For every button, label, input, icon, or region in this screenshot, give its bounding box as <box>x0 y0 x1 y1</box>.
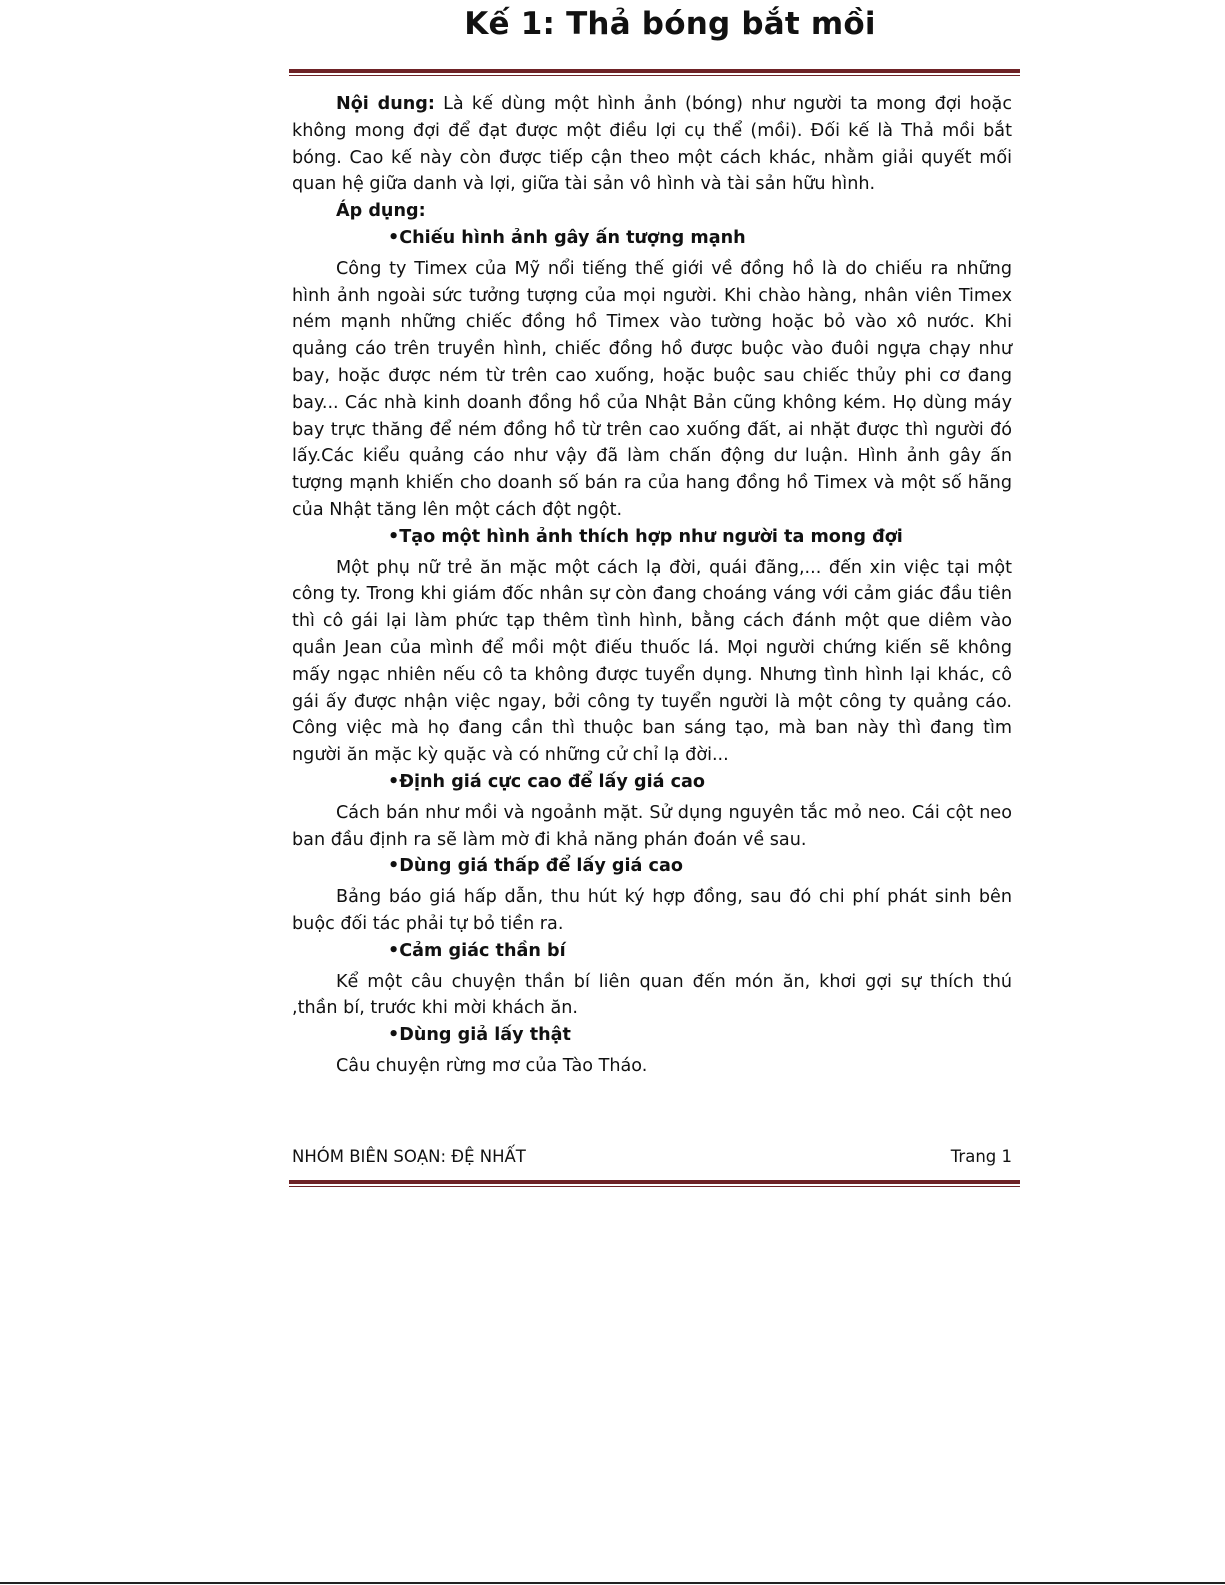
section-heading-4: •Dùng giá thấp để lấy giá cao <box>388 856 683 877</box>
section-heading-3: •Định giá cực cao để lấy giá cao <box>388 771 706 792</box>
apply-heading: Áp dụng: <box>336 201 426 222</box>
document-body <box>292 91 1012 1080</box>
intro-paragraph <box>292 91 1012 198</box>
section-heading-5: •Cảm giác thần bí <box>388 940 566 961</box>
footer-rule <box>289 1180 1020 1187</box>
page-number: Trang 1 <box>950 1147 1012 1166</box>
section-text-6: Câu chuyện rừng mơ của Tào Tháo. <box>336 1055 648 1076</box>
section-text-4: Bảng báo giá hấp dẫn, thu hút ký hợp đồng, sau đó chi phí phát sinh bên buộc đối tác phải tự bỏ tiền ra. <box>292 887 1012 934</box>
section-text-3: Cách bán như mồi và ngoảnh mặt. Sử dụng nguyên tắc mỏ neo. Cái cột neo ban đầu định ra sẽ làm mờ đi khả năng phán đoán về sau. <box>292 802 1012 850</box>
page-footer <box>292 1147 1012 1166</box>
page-bottom-border <box>0 1582 1225 1584</box>
intro-label: Nội dung: <box>336 94 435 114</box>
top-rule <box>289 69 1020 76</box>
section-text-2: Một phụ nữ trẻ ăn mặc một cách lạ đời, quái đãng,... đến xin việc tại một công ty. Trong khi giám đốc nhân sự còn đang choáng váng với cảm giác đầu tiên thì cô gái lại làm phức tạp thêm tình hình, bằng cách đánh một que diêm vào quần Jean của mình để mồi một điếu thuốc lá. Mọi người chứng kiến sẽ không mấy ngạc nhiên nếu cô ta không được tuyển dụng. Nhưng tình hình lại khác, cô gái ấy được nhận việc ngay, bởi công ty tuyển người là một công ty quảng cáo. Công việc mà họ đang cần thì thuộc ban sáng tạo, mà ban này thì đang tìm người ăn mặc kỳ quặc và có những cử chỉ lạ đời... <box>292 557 1012 766</box>
section-text-1: Công ty Timex của Mỹ nổi tiếng thế giới về đồng hồ là do chiếu ra những hình ảnh ngoài sức tưởng tượng của mọi người. Khi chào hàng, nhân viên Timex ném mạnh những chiếc đồng hồ Timex vào tường hoặc bỏ vào xô nước. Khi quảng cáo trên truyền hình, chiếc đồng hồ được buộc vào đuôi ngựa chạy như bay, hoặc được ném từ trên cao xuống, hoặc buộc sau chiếc thủy phi cơ đang bay... Các nhà kinh doanh đồng hồ của Nhật Bản cũng không kém. Họ dùng máy bay trực thăng để ném đồng hồ từ trên cao xuống đất, ai nhặt được thì người đó lấy.Các kiểu quảng cáo như vậy đã làm chấn động dư luận. Hình ảnh gây ấn tượng mạnh khiến cho doanh số bán ra của hang đồng hồ Timex và một số hãng của Nhật tăng lên một cách đột ngột. <box>292 258 1012 520</box>
section-heading-2: •Tạo một hình ảnh thích hợp như người ta mong đợi <box>388 526 903 547</box>
intro-text: Là kế dùng một hình ảnh (bóng) như người ta mong đợi hoặc không mong đợi để đạt được một điều lợi cụ thể (mồi). Đối kế là Thả mồi bắt bóng. Cao kế này còn được tiếp cận theo một cách khác, nhằm giải quyết mối quan hệ giữa danh và lợi, giữa tài sản vô hình và tài sản hữu hình. <box>292 94 1012 195</box>
section-heading-6: •Dùng giả lấy thật <box>388 1025 571 1046</box>
document-title: Kế 1: Thả bóng bắt mồi <box>464 6 876 42</box>
section-heading-1: •Chiếu hình ảnh gây ấn tượng mạnh <box>388 227 746 248</box>
section-text-5: Kể một câu chuyện thần bí liên quan đến món ăn, khơi gợi sự thích thú ,thần bí, trước khi mời khách ăn. <box>292 971 1012 1019</box>
footer-author: NHÓM BIÊN SOẠN: ĐỆ NHẤT <box>292 1147 526 1166</box>
